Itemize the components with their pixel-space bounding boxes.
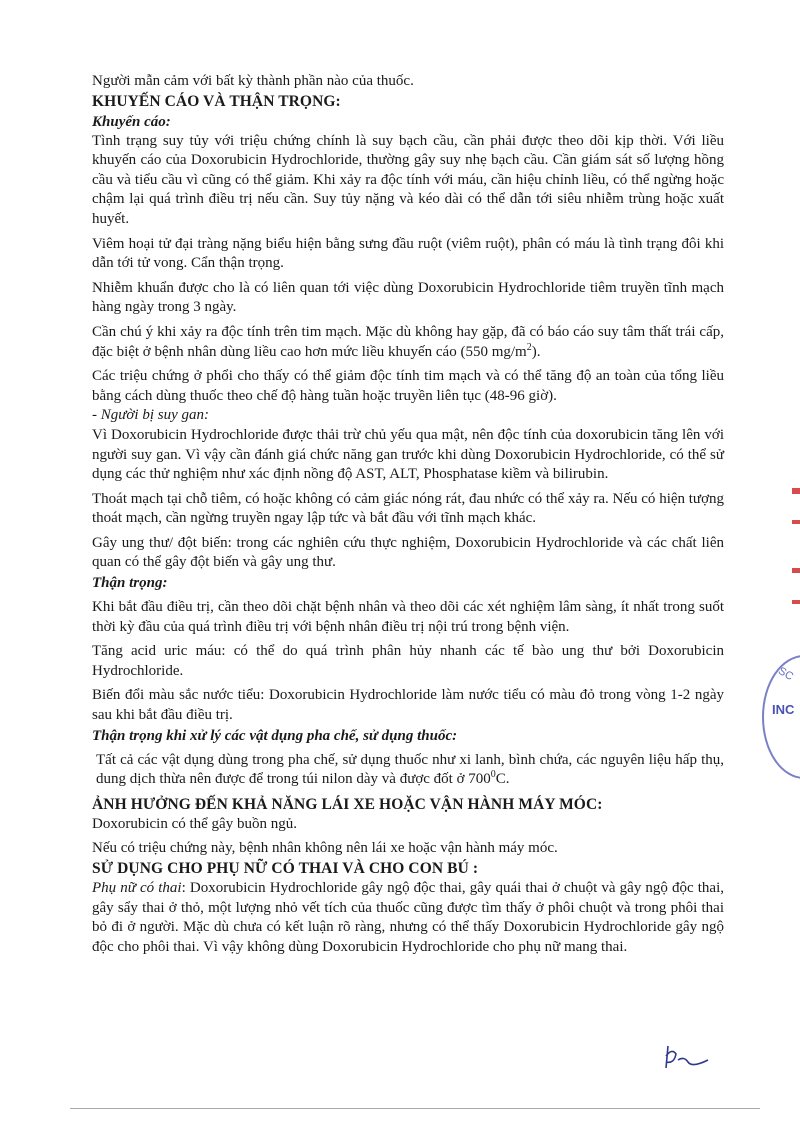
- paragraph-cardiotoxicity: [92, 323, 724, 362]
- cardiotoxicity-text: Cần chú ý khi xảy ra độc tính trên tim mạch. Mặc dù không hay gặp, đã có báo cáo suy tâm thất trái cấp, đặc biệt ở bệnh nhân dùng liều cao hơn mức liều khuyến cáo (550 mg/m: [92, 323, 724, 360]
- red-mark: [792, 568, 800, 573]
- subheading-handling: Thận trọng khi xử lý các vật dụng pha chế, sử dụng thuốc:: [92, 727, 458, 744]
- pregnancy-label: Phụ nữ có thai: [92, 880, 182, 896]
- stamp-text-upper: SC: [776, 664, 796, 684]
- stamp-text: INC: [772, 702, 795, 717]
- subheading-precautions: Thận trọng:: [92, 575, 168, 592]
- superscript-2: 2: [526, 341, 532, 353]
- paragraph-pulmonary: Các triệu chứng ở phổi cho thấy có thể giảm độc tính tim mạch và có thể tăng độ an toàn của tổng liều bằng cách dùng thuốc theo chế độ hàng tuần hoặc truyền liên tục (48-96 giờ).: [92, 368, 724, 404]
- paragraph-hepatic: Vì Doxorubicin Hydrochloride được thải trừ chủ yếu qua mật, nên độc tính của doxorubicin tăng lên với người suy gan. Vì vậy cần đánh giá chức năng gan trước khi dùng Doxorubicin Hydrochloride, có thể sử dụng các thử nghiệm như xác định nồng độ AST, ALT, Phosphatase kiềm và bilirubin.: [92, 426, 724, 483]
- cardiotoxicity-end: ).: [531, 343, 541, 360]
- paragraph-pregnancy: [92, 879, 724, 957]
- document-page: [92, 72, 724, 957]
- red-mark: [792, 488, 800, 494]
- subheading-recommendations: Khuyến cáo:: [92, 113, 171, 130]
- contraindication-text: Người mẫn cảm với bất kỳ thành phần nào của thuốc.: [92, 73, 414, 89]
- red-mark: [792, 520, 800, 524]
- paragraph-urine-color: Biến đổi màu sắc nước tiểu: Doxorubicin Hydrochloride làm nước tiểu có màu đỏ trong vòng 1-2 ngày sau khi bắt đầu điều trị.: [92, 687, 724, 724]
- paragraph-handling: [92, 751, 724, 790]
- paragraph-extravasation: Thoát mạch tại chỗ tiêm, có hoặc không có cảm giác nóng rát, đau nhức có thể xảy ra. Nếu có hiện tượng thoát mạch, cần ngừng truyền ngay lập tức và bắt đầu với tĩnh mạch khác.: [92, 490, 724, 527]
- subheading-hepatic-impairment: - Người bị suy gan:: [92, 407, 210, 424]
- paragraph-monitoring: Khi bắt đầu điều trị, cần theo dõi chặt bệnh nhân và theo dõi các xét nghiệm lâm sàng, ít nhất trong suốt thời kỳ đầu của quá trình điều trị với bệnh nhân điều trị nội trú trong bệnh viện.: [92, 599, 724, 635]
- paragraph-carcinogenic: Gây ung thư/ đột biến: trong các nghiên cứu thực nghiệm, Doxorubicin Hydrochloride và các chất liên quan có thể gây đột biến và gây ung thư.: [92, 534, 724, 571]
- handwritten-signature: [648, 1038, 718, 1078]
- handling-text: Tất cả các vật dụng dùng trong pha chế, sử dụng thuốc như xi lanh, bình chứa, các nguyên liệu hấp thụ, dung dịch thừa nên được để trong túi nilon dày và được đốt ở 700: [96, 751, 724, 788]
- paragraph-drowsiness: Doxorubicin có thể gây buồn ngủ.: [92, 815, 297, 832]
- paragraph-bone-marrow: Tình trạng suy tủy với triệu chứng chính là suy bạch cầu, cần phải được theo dõi kịp thời. Với liều khuyến cáo của Doxorubicin Hydrochloride, thường gây suy nhẹ bạch cầu. Cần giám sát số lượng hồng cầu và tiểu cầu vì cũng có thể giảm. Khi xảy ra độc tính với máu, cần hiệu chỉnh liều, có thể ngừng hoặc chậm lại quá trình điều trị nếu cần. Suy tủy nặng và kéo dài có thể dẫn tới siêu nhiễm trùng hoặc xuất huyết.: [92, 132, 724, 227]
- bottom-divider: [70, 1108, 760, 1109]
- red-mark: [792, 600, 800, 604]
- paragraph-uric-acid: Tăng acid uric máu: có thể do quá trình phân hủy nhanh các tế bào ung thư bởi Doxorubicin Hydrochloride.: [92, 643, 724, 679]
- section-heading-pregnancy: SỬ DỤNG CHO PHỤ NỮ CÓ THAI VÀ CHO CON BÚ :: [92, 860, 479, 877]
- superscript-0: 0: [490, 769, 496, 781]
- paragraph-infection: Nhiễm khuẩn được cho là có liên quan tới việc dùng Doxorubicin Hydrochloride tiêm truyền tĩnh mạch hàng ngày trong 3 ngày.: [92, 279, 724, 316]
- handling-end: C.: [495, 771, 510, 788]
- paragraph-colitis: Viêm hoại tử đại tràng nặng biểu hiện bằng sưng đầu ruột (viêm ruột), phân có máu là tình trạng đôi khi dẫn tới tử vong. Cẩn thận trọng.: [92, 235, 724, 272]
- section-heading-driving: ẢNH HƯỞNG ĐẾN KHẢ NĂNG LÁI XE HOẶC VẬN HÀNH MÁY MÓC:: [92, 795, 603, 813]
- pregnancy-text: : Doxorubicin Hydrochloride gây ngộ độc thai, gây quái thai ở chuột và gây ngộ độc thai, gây sẩy thai ở thỏ, một lượng nhỏ vết tích của thuốc cũng được tìm thấy ở phôi chuột và trong phôi thai bỏ đi ở người. Mặc dù chưa có kết luận rõ ràng, nhưng có thể thấy Doxorubicin Hydrochloride gây ngộ độc cho phôi thai. Vì vậy không dùng Doxorubicin Hydrochloride cho phụ nữ mang thai.: [92, 880, 724, 955]
- section-heading-warnings: KHUYẾN CÁO VÀ THẬN TRỌNG:: [92, 92, 341, 110]
- paragraph-no-driving: Nếu có triệu chứng này, bệnh nhân không nên lái xe hoặc vận hành máy móc.: [92, 840, 558, 857]
